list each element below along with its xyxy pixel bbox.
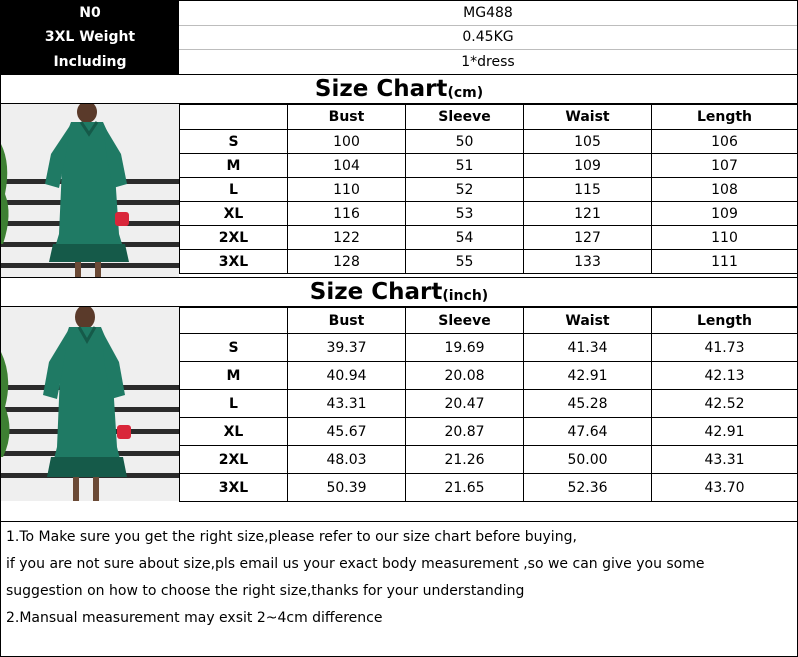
value-cell: 43.31 xyxy=(288,390,406,418)
table-row xyxy=(180,250,798,274)
size-cell: S xyxy=(180,334,288,362)
value-cell: 47.64 xyxy=(524,418,652,446)
note-line: 2.Mansual measurement may exsit 2~4cm difference xyxy=(6,610,383,626)
note-line: if you are not sure about size,pls email us your exact body measurement ,so we can give you some xyxy=(6,556,705,572)
header-cell: Bust xyxy=(288,308,406,334)
value-cell: 52 xyxy=(406,178,524,202)
value-cell: 20.47 xyxy=(406,390,524,418)
value-cell: 20.08 xyxy=(406,362,524,390)
value-cell: 42.13 xyxy=(652,362,798,390)
header-cell: Waist xyxy=(524,105,652,130)
cm-chart-title xyxy=(1,74,797,104)
value-cell: 107 xyxy=(652,154,798,178)
table-header-row xyxy=(180,308,798,334)
info-value: 1*dress xyxy=(461,53,515,70)
value-cell: 115 xyxy=(524,178,652,202)
value-cell: 42.52 xyxy=(652,390,798,418)
chart-title-unit: (cm) xyxy=(447,85,484,101)
table-row xyxy=(180,154,798,178)
size-cell: XL xyxy=(180,202,288,226)
value-cell: 40.94 xyxy=(288,362,406,390)
value-cell: 111 xyxy=(652,250,798,274)
value-cell: 52.36 xyxy=(524,474,652,502)
value-cell: 53 xyxy=(406,202,524,226)
dress-model-illustration xyxy=(1,307,179,501)
size-cell: 3XL xyxy=(180,474,288,502)
dress-model-illustration xyxy=(1,104,179,277)
header-cell: Sleeve xyxy=(406,105,524,130)
table-row xyxy=(180,178,798,202)
header-cell xyxy=(180,105,288,130)
value-cell: 133 xyxy=(524,250,652,274)
note-line: suggestion on how to choose the right size,thanks for your understanding xyxy=(6,583,525,599)
value-cell: 42.91 xyxy=(652,418,798,446)
value-cell: 43.70 xyxy=(652,474,798,502)
size-cell: M xyxy=(180,362,288,390)
info-label: Including xyxy=(1,49,179,74)
value-cell: 127 xyxy=(524,226,652,250)
value-cell: 128 xyxy=(288,250,406,274)
info-row-number xyxy=(1,1,797,25)
value-cell: 21.26 xyxy=(406,446,524,474)
table-row xyxy=(180,334,798,362)
note-line: 1.To Make sure you get the right size,please refer to our size chart before buying, xyxy=(6,529,577,545)
table-row xyxy=(180,390,798,418)
size-cell: 2XL xyxy=(180,446,288,474)
value-cell: 50.39 xyxy=(288,474,406,502)
table-row xyxy=(180,474,798,502)
chart-title-unit: (inch) xyxy=(442,288,489,304)
chart-title-text: Size Chart xyxy=(309,279,443,305)
info-label: N0 xyxy=(1,1,179,25)
value-cell: 54 xyxy=(406,226,524,250)
table-header-row xyxy=(180,105,798,130)
value-cell: 39.37 xyxy=(288,334,406,362)
size-cell: L xyxy=(180,178,288,202)
value-cell: 45.28 xyxy=(524,390,652,418)
header-cell: Waist xyxy=(524,308,652,334)
inch-chart-title xyxy=(1,277,797,307)
value-cell: 45.67 xyxy=(288,418,406,446)
header-cell xyxy=(180,308,288,334)
size-cell: 3XL xyxy=(180,250,288,274)
size-cell: XL xyxy=(180,418,288,446)
chart-title-text: Size Chart xyxy=(314,76,448,102)
value-cell: 50 xyxy=(406,130,524,154)
value-cell: 110 xyxy=(288,178,406,202)
value-cell: 116 xyxy=(288,202,406,226)
info-value: 0.45KG xyxy=(179,25,797,50)
info-value: MG488 xyxy=(179,1,797,26)
value-cell: 121 xyxy=(524,202,652,226)
table-row xyxy=(180,446,798,474)
size-cell: M xyxy=(180,154,288,178)
value-cell: 41.34 xyxy=(524,334,652,362)
header-cell: Length xyxy=(652,308,798,334)
value-cell: 21.65 xyxy=(406,474,524,502)
value-cell: 20.87 xyxy=(406,418,524,446)
value-cell: 48.03 xyxy=(288,446,406,474)
value-cell: 100 xyxy=(288,130,406,154)
info-label: 3XL Weight xyxy=(1,25,179,49)
size-cell: L xyxy=(180,390,288,418)
value-cell: 110 xyxy=(652,226,798,250)
value-cell: 19.69 xyxy=(406,334,524,362)
value-cell: 109 xyxy=(652,202,798,226)
size-cell: 2XL xyxy=(180,226,288,250)
value-cell: 106 xyxy=(652,130,798,154)
table-row xyxy=(180,362,798,390)
value-cell: 108 xyxy=(652,178,798,202)
value-cell: 105 xyxy=(524,130,652,154)
product-info xyxy=(1,1,797,74)
header-cell: Bust xyxy=(288,105,406,130)
inch-size-table xyxy=(179,307,798,502)
header-cell: Length xyxy=(652,105,798,130)
value-cell: 43.31 xyxy=(652,446,798,474)
size-cell: S xyxy=(180,130,288,154)
header-cell: Sleeve xyxy=(406,308,524,334)
value-cell: 122 xyxy=(288,226,406,250)
table-row xyxy=(180,130,798,154)
table-row xyxy=(180,418,798,446)
value-cell: 104 xyxy=(288,154,406,178)
value-cell: 50.00 xyxy=(524,446,652,474)
info-row-including xyxy=(1,49,797,74)
value-cell: 109 xyxy=(524,154,652,178)
product-photo xyxy=(1,307,179,501)
value-cell: 41.73 xyxy=(652,334,798,362)
info-row-weight xyxy=(1,25,797,49)
table-row xyxy=(180,226,798,250)
product-photo xyxy=(1,104,179,277)
cm-size-table xyxy=(179,104,798,274)
size-notes xyxy=(1,521,797,626)
value-cell: 42.91 xyxy=(524,362,652,390)
value-cell: 55 xyxy=(406,250,524,274)
table-row xyxy=(180,202,798,226)
value-cell: 51 xyxy=(406,154,524,178)
